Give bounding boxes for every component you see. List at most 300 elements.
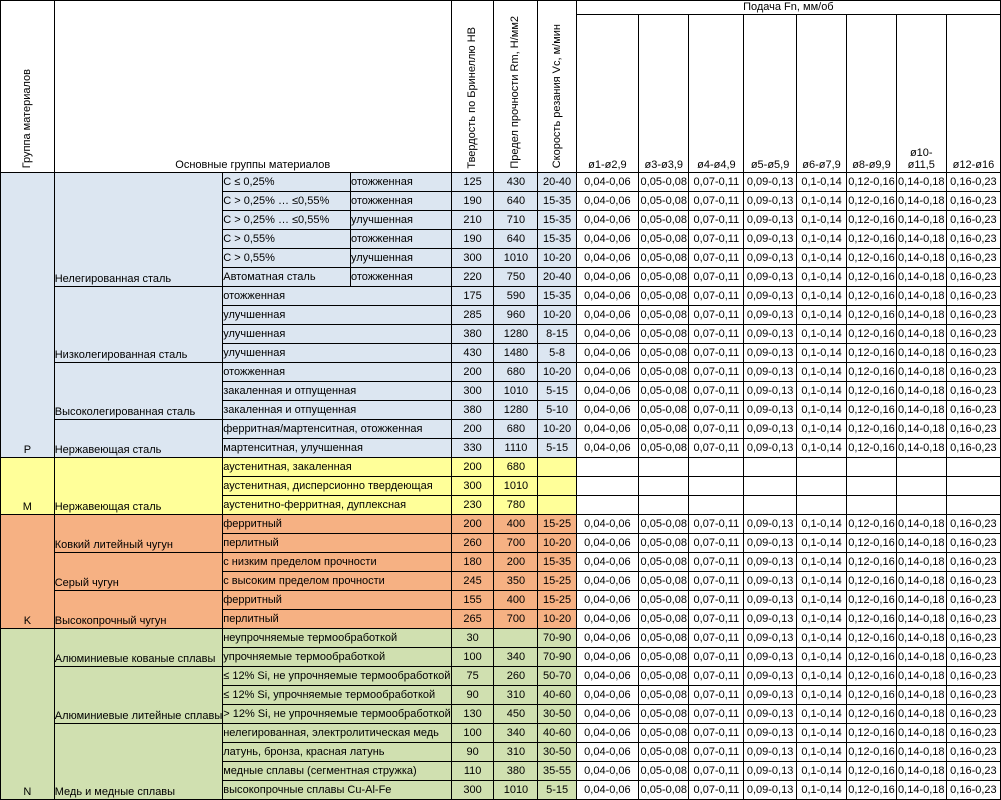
feed-empty-cell	[897, 477, 947, 496]
feed-value: 0,05-0,08	[639, 344, 689, 363]
feed-value: 0,14-0,18	[897, 363, 947, 382]
feed-value: 0,14-0,18	[897, 534, 947, 553]
strength-value: 1110	[494, 439, 538, 458]
hardness-value: 100	[452, 724, 495, 743]
material-subgroup: медные сплавы (сегментная стружка)	[223, 762, 452, 781]
feed-value: 0,07-0,11	[689, 230, 744, 249]
feed-value: 0,09-0,13	[744, 629, 797, 648]
hardness-value: 430	[452, 344, 495, 363]
table-row	[1, 173, 1001, 192]
feed-value: 0,14-0,18	[897, 781, 947, 800]
feed-value: 0,1-0,14	[797, 268, 847, 287]
feed-value: 0,09-0,13	[744, 762, 797, 781]
material-subgroup: с низким пределом прочности	[223, 553, 452, 572]
feed-value: 0,09-0,13	[744, 781, 797, 800]
table-row	[1, 724, 1001, 743]
feed-value: 0,12-0,16	[847, 420, 897, 439]
feed-empty-cell	[689, 496, 744, 515]
feed-empty-cell	[797, 458, 847, 477]
feed-empty-cell	[897, 458, 947, 477]
feed-value: 0,04-0,06	[577, 515, 639, 534]
feed-value: 0,07-0,11	[689, 287, 744, 306]
feed-value: 0,09-0,13	[744, 743, 797, 762]
table-row	[1, 363, 1001, 382]
feed-value: 0,14-0,18	[897, 344, 947, 363]
feed-empty-cell	[897, 496, 947, 515]
feed-value: 0,05-0,08	[639, 686, 689, 705]
feed-value: 0,05-0,08	[639, 534, 689, 553]
feed-value: 0,09-0,13	[744, 230, 797, 249]
feed-value: 0,14-0,18	[897, 667, 947, 686]
material-state: улучшенная	[351, 249, 452, 268]
cutting-speed-value	[538, 496, 576, 515]
feed-value: 0,16-0,23	[947, 306, 1001, 325]
feed-value: 0,04-0,06	[577, 553, 639, 572]
feed-value: 0,12-0,16	[847, 268, 897, 287]
hardness-value: 200	[452, 458, 495, 477]
feed-value: 0,04-0,06	[577, 610, 639, 629]
strength-value: 1480	[494, 344, 538, 363]
feed-value: 0,09-0,13	[744, 344, 797, 363]
feed-empty-cell	[744, 477, 797, 496]
cutting-speed-value	[538, 458, 576, 477]
strength-value: 450	[494, 705, 538, 724]
material-state: отожженная	[351, 173, 452, 192]
feed-value: 0,09-0,13	[744, 534, 797, 553]
hardness-value: 155	[452, 591, 495, 610]
feed-value: 0,04-0,06	[577, 268, 639, 287]
diameter-header: ø1-ø2,9	[577, 15, 639, 173]
hardness-value: 190	[452, 230, 495, 249]
feed-value: 0,12-0,16	[847, 382, 897, 401]
feed-value: 0,12-0,16	[847, 249, 897, 268]
strength-value	[494, 629, 538, 648]
hardness-value: 90	[452, 743, 495, 762]
strength-value: 780	[494, 496, 538, 515]
feed-value: 0,07-0,11	[689, 553, 744, 572]
material-group-name: Нержавеющая сталь	[55, 420, 224, 458]
feed-value: 0,16-0,23	[947, 287, 1001, 306]
strength-value: 710	[494, 211, 538, 230]
table-row	[1, 287, 1001, 306]
hardness-value: 100	[452, 648, 495, 667]
feed-value: 0,09-0,13	[744, 610, 797, 629]
feed-value: 0,07-0,11	[689, 667, 744, 686]
feed-value: 0,12-0,16	[847, 363, 897, 382]
cutting-speed-value: 5-10	[538, 401, 576, 420]
feed-value: 0,14-0,18	[897, 705, 947, 724]
feed-value: 0,14-0,18	[897, 762, 947, 781]
feed-value: 0,05-0,08	[639, 762, 689, 781]
feed-value: 0,16-0,23	[947, 344, 1001, 363]
feed-value: 0,05-0,08	[639, 420, 689, 439]
feed-value: 0,12-0,16	[847, 591, 897, 610]
cutting-speed-value: 15-35	[538, 287, 576, 306]
feed-value: 0,14-0,18	[897, 648, 947, 667]
table-row	[1, 591, 1001, 610]
feed-value: 0,09-0,13	[744, 686, 797, 705]
cutting-speed-value: 35-55	[538, 762, 576, 781]
feed-value: 0,12-0,16	[847, 173, 897, 192]
feed-value: 0,07-0,11	[689, 439, 744, 458]
feed-value: 0,14-0,18	[897, 724, 947, 743]
material-group-name: Алюминиевые кованые сплавы	[55, 629, 224, 667]
feed-value: 0,07-0,11	[689, 762, 744, 781]
feed-value: 0,04-0,06	[577, 306, 639, 325]
feed-value: 0,12-0,16	[847, 686, 897, 705]
hardness-value: 300	[452, 382, 495, 401]
feed-value: 0,1-0,14	[797, 363, 847, 382]
cutting-speed-value: 15-25	[538, 572, 576, 591]
feed-value: 0,07-0,11	[689, 401, 744, 420]
feed-value: 0,07-0,11	[689, 306, 744, 325]
feed-value: 0,16-0,23	[947, 401, 1001, 420]
material-state: улучшенная	[351, 211, 452, 230]
feed-value: 0,04-0,06	[577, 363, 639, 382]
feed-value: 0,16-0,23	[947, 553, 1001, 572]
feed-empty-cell	[639, 477, 689, 496]
feed-value: 0,04-0,06	[577, 287, 639, 306]
feed-value: 0,1-0,14	[797, 230, 847, 249]
feed-value: 0,07-0,11	[689, 686, 744, 705]
hardness-value: 30	[452, 629, 495, 648]
material-subgroup: аустенитная, дисперсионно твердеющая	[223, 477, 452, 496]
diameter-header: ø6-ø7,9	[797, 15, 847, 173]
hardness-value: 200	[452, 363, 495, 382]
feed-value: 0,05-0,08	[639, 705, 689, 724]
feed-value: 0,07-0,11	[689, 781, 744, 800]
diameter-header: ø3-ø3,9	[639, 15, 689, 173]
cutting-speed-value: 5-15	[538, 439, 576, 458]
material-subgroup: улучшенная	[223, 306, 452, 325]
table-row	[1, 629, 1001, 648]
feed-value: 0,1-0,14	[797, 724, 847, 743]
feed-value: 0,1-0,14	[797, 743, 847, 762]
feed-value: 0,05-0,08	[639, 591, 689, 610]
diameter-header: ø12-ø16	[947, 15, 1001, 173]
feed-value: 0,09-0,13	[744, 173, 797, 192]
feed-value: 0,16-0,23	[947, 268, 1001, 287]
feed-value: 0,05-0,08	[639, 382, 689, 401]
cutting-speed-value: 40-60	[538, 686, 576, 705]
feed-value: 0,09-0,13	[744, 705, 797, 724]
feed-value: 0,1-0,14	[797, 325, 847, 344]
feed-empty-cell	[689, 458, 744, 477]
material-subgroup: перлитный	[223, 534, 452, 553]
material-subgroup: ферритная/мартенситная, отожженная	[223, 420, 452, 439]
feed-value: 0,09-0,13	[744, 515, 797, 534]
material-group-name: Алюминиевые литейные сплавы	[55, 667, 224, 724]
feed-value: 0,14-0,18	[897, 230, 947, 249]
material-subgroup: улучшенная	[223, 325, 452, 344]
feed-value: 0,14-0,18	[897, 515, 947, 534]
feed-value: 0,12-0,16	[847, 629, 897, 648]
material-group-letter: P	[1, 173, 55, 458]
hardness-value: 130	[452, 705, 495, 724]
cutting-speed-value: 5-8	[538, 344, 576, 363]
feed-value: 0,07-0,11	[689, 591, 744, 610]
feed-value: 0,07-0,11	[689, 382, 744, 401]
feed-value: 0,14-0,18	[897, 325, 947, 344]
cutting-speed-value: 15-35	[538, 211, 576, 230]
feed-value: 0,1-0,14	[797, 420, 847, 439]
feed-value: 0,1-0,14	[797, 610, 847, 629]
strength-value: 640	[494, 230, 538, 249]
feed-value: 0,16-0,23	[947, 534, 1001, 553]
feed-value: 0,14-0,18	[897, 306, 947, 325]
feed-value: 0,04-0,06	[577, 534, 639, 553]
feed-value: 0,16-0,23	[947, 648, 1001, 667]
feed-value: 0,09-0,13	[744, 382, 797, 401]
feed-value: 0,07-0,11	[689, 420, 744, 439]
hardness-value: 220	[452, 268, 495, 287]
feed-value: 0,09-0,13	[744, 439, 797, 458]
material-state: отожженная	[351, 268, 452, 287]
feed-empty-cell	[797, 496, 847, 515]
hardness-value: 90	[452, 686, 495, 705]
material-group-header-label: Группа материалов	[20, 69, 33, 169]
cutting-speed-value	[538, 477, 576, 496]
feed-value: 0,16-0,23	[947, 705, 1001, 724]
feed-value: 0,05-0,08	[639, 629, 689, 648]
feed-value: 0,07-0,11	[689, 173, 744, 192]
strength-value: 1010	[494, 781, 538, 800]
material-group-name: Нержавеющая сталь	[55, 458, 224, 515]
strength-value: 680	[494, 420, 538, 439]
feed-value: 0,16-0,23	[947, 591, 1001, 610]
feed-value: 0,04-0,06	[577, 192, 639, 211]
diameter-header: ø5-ø5,9	[744, 15, 797, 173]
feed-value: 0,09-0,13	[744, 572, 797, 591]
feed-empty-cell	[639, 458, 689, 477]
table-row	[1, 553, 1001, 572]
strength-value: 680	[494, 363, 538, 382]
cutting-speed-header-label: Скорость резания Vc, м/мин	[550, 24, 563, 169]
hardness-value: 260	[452, 534, 495, 553]
feed-value: 0,05-0,08	[639, 743, 689, 762]
cutting-speed-value: 10-20	[538, 249, 576, 268]
material-table-body	[1, 173, 1001, 800]
feed-value: 0,09-0,13	[744, 401, 797, 420]
feed-value: 0,12-0,16	[847, 648, 897, 667]
feed-value: 0,14-0,18	[897, 610, 947, 629]
table-row	[1, 458, 1001, 477]
cutting-speed-value: 5-15	[538, 382, 576, 401]
cutting-speed-value: 70-90	[538, 629, 576, 648]
feed-value: 0,07-0,11	[689, 724, 744, 743]
feed-value: 0,1-0,14	[797, 705, 847, 724]
feed-value: 0,1-0,14	[797, 344, 847, 363]
cutting-speed-value: 15-35	[538, 192, 576, 211]
feed-value: 0,05-0,08	[639, 173, 689, 192]
material-subgroup: ферритный	[223, 515, 452, 534]
hardness-value: 330	[452, 439, 495, 458]
feed-value: 0,12-0,16	[847, 553, 897, 572]
feed-value: 0,07-0,11	[689, 344, 744, 363]
hardness-value: 245	[452, 572, 495, 591]
feed-value: 0,1-0,14	[797, 401, 847, 420]
feed-value: 0,09-0,13	[744, 287, 797, 306]
hardness-value: 265	[452, 610, 495, 629]
feed-value: 0,16-0,23	[947, 667, 1001, 686]
strength-value: 640	[494, 192, 538, 211]
feed-value: 0,04-0,06	[577, 439, 639, 458]
feed-value: 0,14-0,18	[897, 420, 947, 439]
feed-value: 0,07-0,11	[689, 705, 744, 724]
material-state: отожженная	[351, 230, 452, 249]
feed-value: 0,05-0,08	[639, 249, 689, 268]
feed-empty-cell	[847, 496, 897, 515]
feed-value: 0,07-0,11	[689, 648, 744, 667]
col-header-main-groups: Основные группы материалов	[55, 1, 452, 173]
cutting-speed-value: 20-40	[538, 173, 576, 192]
strength-value: 700	[494, 534, 538, 553]
feed-value: 0,1-0,14	[797, 211, 847, 230]
feed-value: 0,14-0,18	[897, 572, 947, 591]
feed-value: 0,14-0,18	[897, 192, 947, 211]
feed-value: 0,16-0,23	[947, 230, 1001, 249]
material-subgroup: Автоматная сталь	[223, 268, 351, 287]
material-subgroup: отожженная	[223, 287, 452, 306]
feed-value: 0,14-0,18	[897, 249, 947, 268]
feed-value: 0,16-0,23	[947, 572, 1001, 591]
material-subgroup: мартенситная, улучшенная	[223, 439, 452, 458]
feed-value: 0,09-0,13	[744, 667, 797, 686]
feed-value: 0,1-0,14	[797, 572, 847, 591]
material-subgroup: с высоким пределом прочности	[223, 572, 452, 591]
hardness-value: 230	[452, 496, 495, 515]
feed-value: 0,05-0,08	[639, 553, 689, 572]
feed-empty-cell	[577, 477, 639, 496]
material-subgroup: высокопрочные сплавы Cu-Al-Fe	[223, 781, 452, 800]
material-subgroup: ферритный	[223, 591, 452, 610]
feed-value: 0,1-0,14	[797, 591, 847, 610]
cutting-speed-value: 5-15	[538, 781, 576, 800]
cutting-speed-value: 70-90	[538, 648, 576, 667]
feed-value: 0,04-0,06	[577, 173, 639, 192]
feed-value: 0,05-0,08	[639, 192, 689, 211]
feed-value: 0,1-0,14	[797, 553, 847, 572]
hardness-value: 380	[452, 401, 495, 420]
feed-empty-cell	[947, 496, 1001, 515]
feed-value: 0,05-0,08	[639, 724, 689, 743]
material-group-name: Медь и медные сплавы	[55, 724, 224, 800]
strength-value: 680	[494, 458, 538, 477]
feed-value: 0,09-0,13	[744, 591, 797, 610]
feed-value: 0,05-0,08	[639, 211, 689, 230]
feed-value: 0,07-0,11	[689, 572, 744, 591]
feed-empty-cell	[577, 496, 639, 515]
feed-value: 0,05-0,08	[639, 363, 689, 382]
feed-value: 0,09-0,13	[744, 420, 797, 439]
feed-empty-cell	[744, 458, 797, 477]
material-subgroup: улучшенная	[223, 344, 452, 363]
feed-value: 0,05-0,08	[639, 268, 689, 287]
hardness-value: 300	[452, 249, 495, 268]
feed-value: 0,05-0,08	[639, 648, 689, 667]
feed-value: 0,04-0,06	[577, 572, 639, 591]
feed-value: 0,09-0,13	[744, 249, 797, 268]
feed-empty-cell	[744, 496, 797, 515]
strength-value: 400	[494, 515, 538, 534]
diameter-header: ø8-ø9,9	[847, 15, 897, 173]
feed-value: 0,04-0,06	[577, 382, 639, 401]
strength-value: 1280	[494, 401, 538, 420]
feed-value: 0,14-0,18	[897, 287, 947, 306]
feed-value: 0,04-0,06	[577, 344, 639, 363]
feed-empty-cell	[947, 458, 1001, 477]
feed-value: 0,14-0,18	[897, 211, 947, 230]
feed-value: 0,1-0,14	[797, 249, 847, 268]
feed-value: 0,16-0,23	[947, 781, 1001, 800]
feed-value: 0,04-0,06	[577, 705, 639, 724]
hardness-value: 75	[452, 667, 495, 686]
material-group-letter: N	[1, 629, 55, 800]
strength-value: 200	[494, 553, 538, 572]
material-group-name: Ковкий литейный чугун	[55, 515, 224, 553]
cutting-speed-value: 10-20	[538, 363, 576, 382]
cutting-speed-value: 10-20	[538, 420, 576, 439]
feed-value: 0,12-0,16	[847, 705, 897, 724]
material-subgroup: закаленная и отпущенная	[223, 382, 452, 401]
material-group-letter: K	[1, 515, 55, 629]
feed-value: 0,14-0,18	[897, 686, 947, 705]
col-header-material-group	[1, 1, 55, 173]
col-header-cutting-speed	[538, 1, 576, 173]
cutting-speed-value: 8-15	[538, 325, 576, 344]
feed-value: 0,1-0,14	[797, 629, 847, 648]
hardness-value: 200	[452, 515, 495, 534]
hardness-value: 200	[452, 420, 495, 439]
feed-value: 0,14-0,18	[897, 591, 947, 610]
feed-value: 0,12-0,16	[847, 667, 897, 686]
feed-value: 0,05-0,08	[639, 667, 689, 686]
cutting-speed-value: 10-20	[538, 534, 576, 553]
hardness-value: 300	[452, 781, 495, 800]
material-subgroup: латунь, бронза, красная латунь	[223, 743, 452, 762]
strength-value: 1280	[494, 325, 538, 344]
feed-value: 0,04-0,06	[577, 762, 639, 781]
feed-value: 0,07-0,11	[689, 249, 744, 268]
material-subgroup: отожженная	[223, 363, 452, 382]
feed-value: 0,07-0,11	[689, 534, 744, 553]
diameter-header: ø10-ø11,5	[897, 15, 947, 173]
feed-value: 0,04-0,06	[577, 743, 639, 762]
cutting-speed-value: 20-40	[538, 268, 576, 287]
cutting-speed-value: 30-50	[538, 705, 576, 724]
feed-value: 0,12-0,16	[847, 515, 897, 534]
feed-value: 0,05-0,08	[639, 610, 689, 629]
feed-value: 0,05-0,08	[639, 306, 689, 325]
feed-value: 0,16-0,23	[947, 420, 1001, 439]
feed-value: 0,1-0,14	[797, 173, 847, 192]
feed-empty-cell	[577, 458, 639, 477]
cutting-speed-value: 40-60	[538, 724, 576, 743]
feed-value: 0,16-0,23	[947, 515, 1001, 534]
feed-value: 0,12-0,16	[847, 781, 897, 800]
feed-value: 0,16-0,23	[947, 610, 1001, 629]
feed-value: 0,1-0,14	[797, 667, 847, 686]
feed-empty-cell	[797, 477, 847, 496]
strength-value: 260	[494, 667, 538, 686]
feed-value: 0,05-0,08	[639, 572, 689, 591]
strength-value: 960	[494, 306, 538, 325]
cutting-speed-value: 15-25	[538, 515, 576, 534]
feed-empty-cell	[689, 477, 744, 496]
cutting-speed-value: 50-70	[538, 667, 576, 686]
strength-value: 590	[494, 287, 538, 306]
material-group-name: Нелегированная сталь	[55, 173, 224, 287]
